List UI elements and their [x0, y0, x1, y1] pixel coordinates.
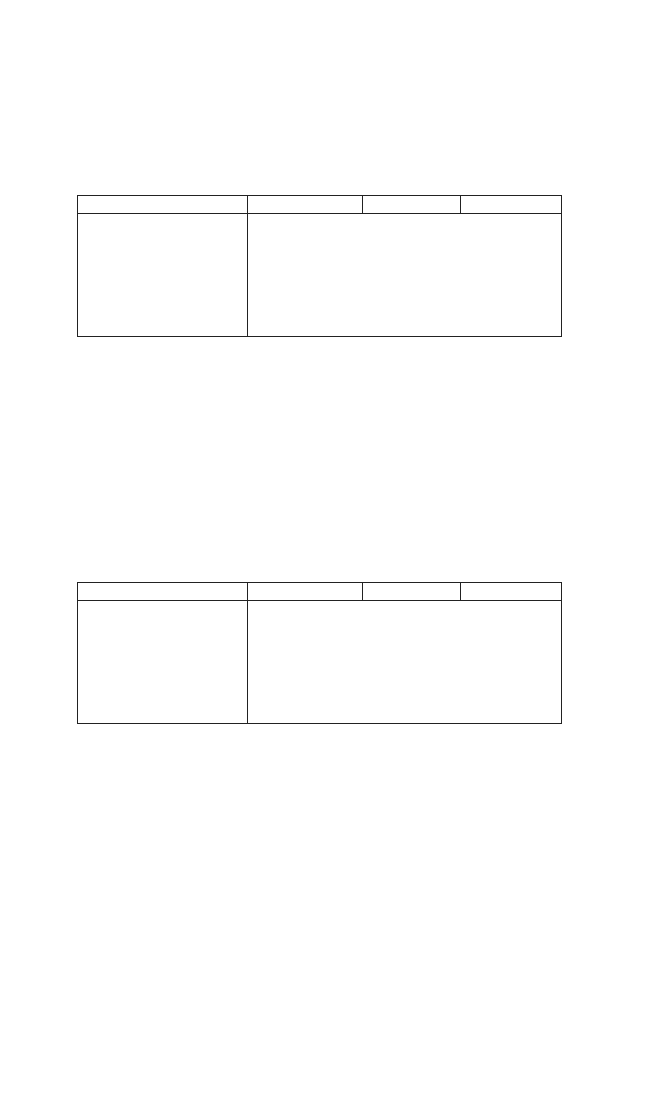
contact-row: [78, 601, 562, 724]
table-cell: [248, 583, 363, 601]
contact-cell: [78, 601, 248, 724]
table-cell: [363, 583, 461, 601]
standard-note: [248, 214, 562, 337]
table-header-row: [78, 583, 562, 601]
table-cell: [78, 583, 248, 601]
spec-table-en: [77, 582, 562, 724]
table-cell: [461, 583, 562, 601]
table-cell: [78, 196, 248, 214]
contact-row: [78, 214, 562, 337]
table-cell: [461, 196, 562, 214]
contact-cell: [78, 214, 248, 337]
table-header-row: [78, 196, 562, 214]
spec-table-de: [77, 195, 562, 337]
table-cell: [248, 196, 363, 214]
table-cell: [363, 196, 461, 214]
standard-note: [248, 601, 562, 724]
